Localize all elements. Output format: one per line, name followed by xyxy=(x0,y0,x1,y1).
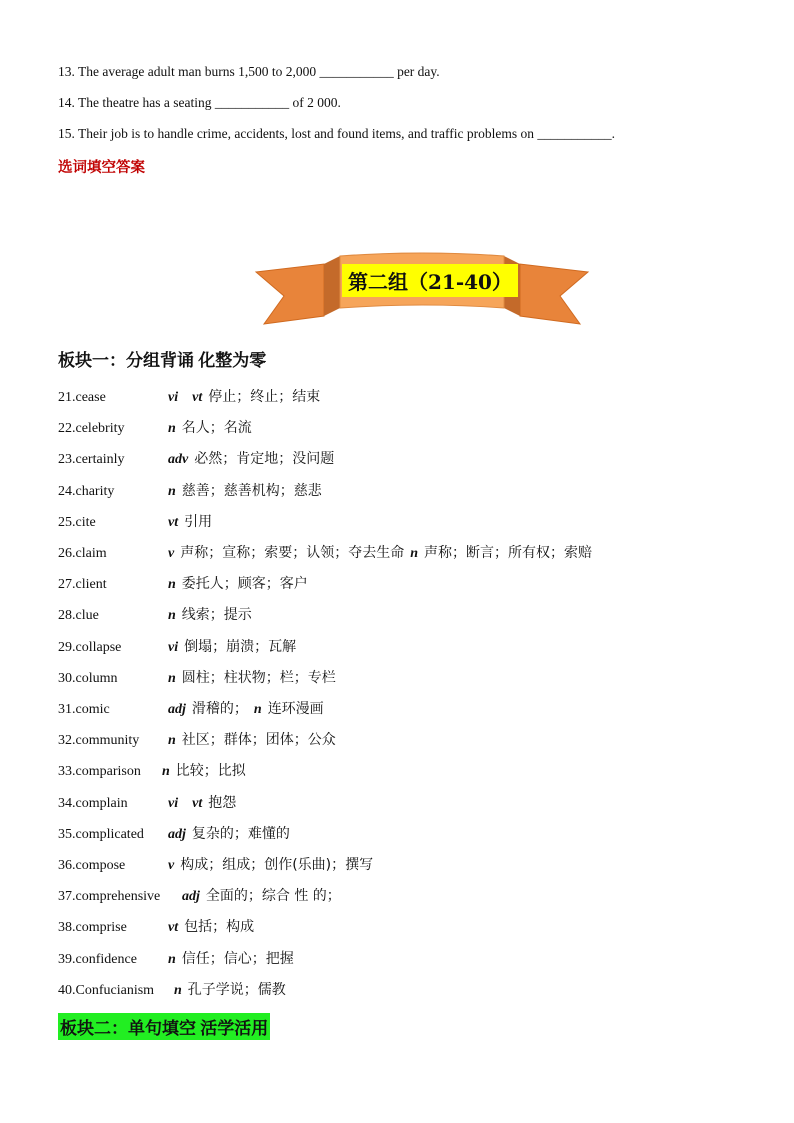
vocab-definition: 名人；名流 xyxy=(181,420,252,437)
vocab-pos: vi vt xyxy=(168,795,203,811)
vocab-word: 30.column xyxy=(58,670,118,686)
vocab-definition: 抱怨 xyxy=(208,794,237,811)
vocab-word: 38.comprise xyxy=(58,920,127,936)
vocab-word: 25.cite xyxy=(58,514,96,530)
vocab-pos: v xyxy=(168,546,175,561)
vocab-word: 24.charity xyxy=(58,483,115,499)
answer-link[interactable]: 选词填空答案 xyxy=(58,160,145,176)
vocab-word: 34.complain xyxy=(58,795,128,811)
vocab-pos: adj xyxy=(182,889,200,905)
vocab-word: 36.compose xyxy=(58,858,126,873)
vocab-pos: n xyxy=(174,982,182,998)
banner-title: 第二组（21-40） xyxy=(342,264,518,297)
vocab-word: 32.community xyxy=(58,733,140,749)
vocab-definition: 连环漫画 xyxy=(267,701,324,717)
vocab-row xyxy=(58,698,324,718)
vocab-definition: 慈善；慈善机构；慈悲 xyxy=(181,482,322,499)
vocab-pos: n xyxy=(253,702,262,717)
vocab-definition: 信任；信心；把握 xyxy=(181,950,294,967)
vocab-word: 40.Confucianism xyxy=(58,982,155,998)
vocab-row xyxy=(58,885,341,905)
vocab-pos: n xyxy=(168,483,176,499)
sentence-13: 13. The average adult man burns 1,500 to 2,000 ___________ per day. xyxy=(58,64,440,79)
vocab-word: 21.cease xyxy=(58,390,106,405)
vocab-row xyxy=(58,792,236,812)
vocab-pos: n xyxy=(168,608,176,624)
section1-title: 板块一：分组背诵 化整为零 xyxy=(58,351,267,370)
vocab-pos: vi vt xyxy=(168,390,203,405)
vocab-pos: v xyxy=(168,858,175,873)
vocab-word: 37.comprehensive xyxy=(58,889,161,905)
vocab-row xyxy=(58,854,373,874)
vocab-pos: n xyxy=(162,764,170,780)
vocab-word: 23.certainly xyxy=(58,452,125,468)
vocab-word: 39.confidence xyxy=(58,951,137,967)
vocab-definition: 倒塌；崩溃；瓦解 xyxy=(184,638,297,655)
vocab-definition: 滑稽的； xyxy=(191,701,248,717)
vocab-definition: 复杂的；难懂的 xyxy=(191,825,290,842)
vocab-pos: vi xyxy=(168,639,179,655)
vocab-definition: 委托人；顾客；客户 xyxy=(181,576,308,593)
vocab-word: 27.client xyxy=(58,577,107,593)
group-banner xyxy=(254,250,590,330)
vocab-word: 26.claim xyxy=(58,546,107,561)
vocab-definition: 比较；比拟 xyxy=(175,763,246,780)
vocab-pos: n xyxy=(168,951,176,967)
vocab-definition: 引用 xyxy=(184,513,213,530)
vocab-row xyxy=(58,386,320,406)
vocab-pos: n xyxy=(168,577,176,593)
vocab-definition: 声称；宣称；索要；认领；夺去生命 xyxy=(180,545,405,561)
sentence-14: 14. The theatre has a seating ___________ of 2 000. xyxy=(58,95,341,110)
vocab-definition: 停止；终止；结束 xyxy=(208,389,321,405)
vocab-pos: adj xyxy=(168,702,186,717)
vocab-word: 33.comparison xyxy=(58,764,141,780)
vocab-word: 35.complicated xyxy=(58,826,144,842)
vocab-word: 22.celebrity xyxy=(58,421,125,437)
vocab-definition: 全面的；综合 性 的； xyxy=(205,888,341,905)
vocab-row xyxy=(58,448,334,468)
vocab-row xyxy=(58,604,252,624)
vocab-row xyxy=(58,729,336,749)
vocab-pos: adj xyxy=(168,826,186,842)
vocab-row xyxy=(58,480,322,500)
vocab-row xyxy=(58,760,246,780)
vocab-pos: n xyxy=(410,546,419,561)
vocab-definition: 声称；断言；所有权；索赔 xyxy=(424,545,593,561)
vocab-definition: 构成；组成；创作(乐曲)；撰写 xyxy=(180,857,374,873)
vocab-pos: n xyxy=(168,670,176,686)
vocab-definition: 线索；提示 xyxy=(181,607,252,624)
vocab-row xyxy=(58,417,252,437)
vocab-row xyxy=(58,979,286,999)
vocab-definition: 孔子学说；儒教 xyxy=(187,981,286,998)
sentence-15: 15. Their job is to handle crime, accidents, lost and found items, and traffic problems on ___________. xyxy=(58,126,616,141)
vocab-pos: vt xyxy=(168,514,179,530)
vocab-row xyxy=(58,573,308,593)
vocab-word: 29.collapse xyxy=(58,639,122,655)
vocab-pos: vt xyxy=(168,920,179,936)
vocab-definition: 社区；群体；团体；公众 xyxy=(181,732,336,749)
vocab-definition: 圆柱；柱状物；栏；专栏 xyxy=(181,669,336,686)
vocab-word: 28.clue xyxy=(58,608,99,624)
vocab-row xyxy=(58,948,294,968)
vocab-row xyxy=(58,823,290,843)
vocab-word: 31.comic xyxy=(58,702,110,717)
vocab-pos: n xyxy=(168,733,176,749)
section2-title: 板块二：单句填空 活学活用 xyxy=(58,1013,270,1040)
vocab-pos: adv xyxy=(168,452,189,468)
vocab-row xyxy=(58,916,254,936)
vocab-row xyxy=(58,667,336,687)
vocab-definition: 包括；构成 xyxy=(184,919,255,936)
vocab-definition: 必然；肯定地；没问题 xyxy=(194,451,335,468)
vocab-row xyxy=(58,542,592,562)
vocab-pos: n xyxy=(168,421,176,437)
vocab-row xyxy=(58,511,212,531)
vocab-row xyxy=(58,636,296,656)
